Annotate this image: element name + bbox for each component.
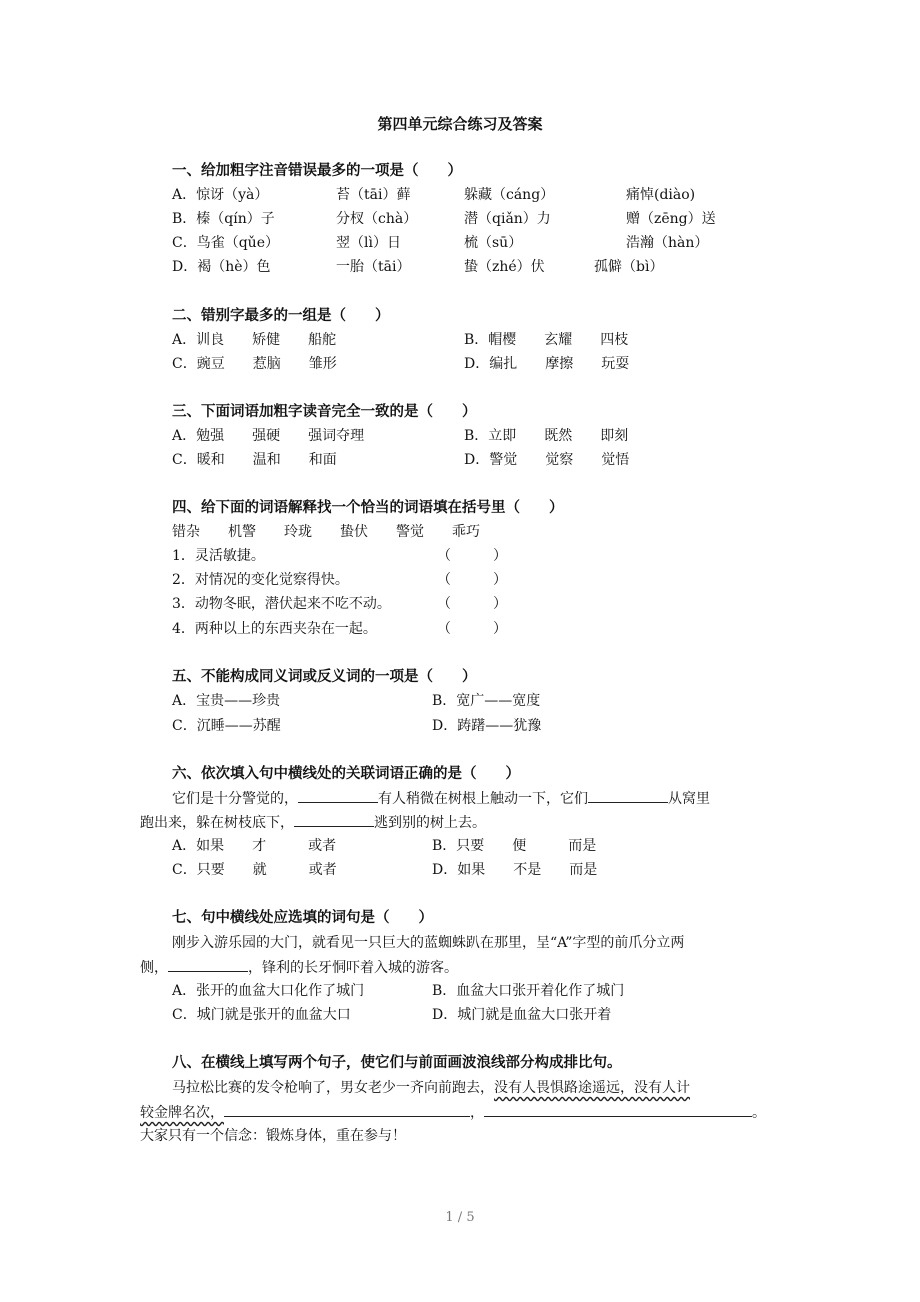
q7-passage-text-b: ，锋利的长牙恫吓着入城的游客。 bbox=[248, 960, 458, 976]
q1-row-b-col1: B．榛（qín）子 bbox=[172, 211, 275, 227]
q6-option-c: C．只要 就 或者 bbox=[172, 862, 337, 878]
page-title: 第四单元综合练习及答案 bbox=[377, 115, 543, 133]
q5-option-c: C．沉睡——苏醒 bbox=[172, 718, 281, 734]
q6-passage-text-e: 逃到别的树上去。 bbox=[374, 815, 486, 831]
question-8-header: 八、在横线上填写两个句子，使它们与前面画波浪线部分构成排比句。 bbox=[172, 1054, 622, 1071]
q7-blank[interactable] bbox=[168, 957, 248, 972]
q8-passage-line-3: 大家只有一个信念：锻炼身体，重在参与！ bbox=[140, 1128, 406, 1144]
q6-option-d: D．如果 不是 而是 bbox=[432, 862, 598, 878]
q1-row-a-col1: A．惊讶（yà） bbox=[172, 187, 269, 203]
page-number: 1 / 5 bbox=[445, 1210, 475, 1225]
q4-item-1-blank: （ ） bbox=[437, 548, 507, 564]
q6-passage-text-b: 有人稍微在树根上触动一下，它们 bbox=[378, 791, 588, 807]
q3-option-d: D．警觉 觉察 觉悟 bbox=[464, 452, 630, 468]
q8-passage-line-2 bbox=[140, 1102, 766, 1123]
q1-row-d-col3: 蛰（zhé）伏 bbox=[464, 259, 545, 275]
q1-row-a-col4: 痛悼(diào) bbox=[626, 187, 696, 203]
q4-item-3: 3．动物冬眠，潜伏起来不吃不动。 bbox=[172, 596, 391, 612]
question-1-header: 一、给加粗字注音错误最多的一项是（ ） bbox=[172, 162, 462, 179]
q6-blank-1[interactable] bbox=[298, 788, 378, 803]
question-2-header: 二、错别字最多的一组是（ ） bbox=[172, 307, 390, 324]
question-6-header: 六、依次填入句中横线处的关联词语正确的是（ ） bbox=[172, 765, 520, 782]
q6-passage-line-1 bbox=[172, 788, 710, 809]
q7-option-b: B．血盆大口张开着化作了城门 bbox=[432, 983, 625, 999]
q6-passage-text-d: 跑出来，躲在树枝底下， bbox=[140, 815, 294, 831]
q5-option-d: D．踌躇——犹豫 bbox=[432, 718, 542, 734]
q7-passage-text-a: 侧， bbox=[140, 960, 168, 976]
question-4-header: 四、给下面的词语解释找一个恰当的词语填在括号里（ ） bbox=[172, 499, 564, 516]
q6-passage-text-a: 它们是十分警觉的， bbox=[172, 791, 298, 807]
q3-option-c: C．暖和 温和 和面 bbox=[172, 452, 337, 468]
question-5-header: 五、不能构成同义词或反义词的一项是（ ） bbox=[172, 668, 477, 685]
question-3-header: 三、下面词语加粗字读音完全一致的是（ ） bbox=[172, 403, 477, 420]
q6-option-b: B．只要 便 而是 bbox=[432, 838, 597, 854]
q1-row-c-col4: 浩瀚（hàn） bbox=[626, 235, 709, 251]
q2-option-a: A．训良 矫健 船舵 bbox=[172, 332, 337, 348]
q1-row-d-col4: 孤僻（bì） bbox=[594, 259, 664, 275]
q4-item-4-blank: （ ） bbox=[437, 621, 507, 637]
q1-row-d-col1: D．褐（hè）色 bbox=[172, 259, 271, 275]
q8-wavy-text-2: 较金牌名次， bbox=[140, 1105, 224, 1121]
q7-passage-line-1: 刚步入游乐园的大门，就看见一只巨大的蓝蜘蛛趴在那里，呈“A”字型的前爪分立两 bbox=[172, 935, 685, 951]
q6-option-a: A．如果 才 或者 bbox=[172, 838, 337, 854]
q4-word-list: 错杂 机警 玲珑 蛰伏 警觉 乖巧 bbox=[172, 524, 480, 540]
q2-option-c: C．豌豆 惹脑 雏形 bbox=[172, 356, 337, 372]
q8-blank-2[interactable] bbox=[484, 1102, 752, 1117]
question-7-header: 七、句中横线处应选填的词句是（ ） bbox=[172, 909, 433, 926]
q8-end-mark: 。 bbox=[752, 1105, 766, 1121]
q8-passage-line-1 bbox=[172, 1078, 690, 1098]
q1-row-b-col4: 赠（zēng）送 bbox=[626, 211, 716, 227]
q8-blank-1[interactable] bbox=[224, 1102, 470, 1117]
q6-passage-line-2 bbox=[140, 812, 486, 833]
q1-row-a-col3: 躲藏（cáng） bbox=[464, 187, 555, 203]
q4-item-3-blank: （ ） bbox=[437, 596, 507, 612]
q1-row-a-col2: 苔（tāi）藓 bbox=[336, 187, 411, 203]
q7-passage-line-2 bbox=[140, 957, 458, 978]
q7-option-c: C．城门就是张开的血盆大口 bbox=[172, 1007, 351, 1023]
q5-option-a: A．宝贵——珍贵 bbox=[172, 693, 281, 709]
q8-separator: ， bbox=[470, 1105, 484, 1121]
q6-blank-3[interactable] bbox=[294, 812, 374, 827]
q7-option-d: D．城门就是血盆大口张开着 bbox=[432, 1007, 612, 1023]
q4-item-4: 4．两种以上的东西夹杂在一起。 bbox=[172, 621, 377, 637]
q3-option-b: B．立即 既然 即刻 bbox=[464, 428, 629, 444]
q1-row-c-col1: C．鸟雀（qǔe） bbox=[172, 235, 279, 251]
q1-row-b-col2: 分杈（chà） bbox=[336, 211, 418, 227]
q1-row-c-col3: 梳（sū） bbox=[464, 235, 523, 251]
q2-option-b: B．帽樱 玄耀 四枝 bbox=[464, 332, 629, 348]
q4-item-1: 1．灵活敏捷。 bbox=[172, 548, 265, 564]
q4-item-2-blank: （ ） bbox=[437, 572, 507, 588]
q7-option-a: A．张开的血盆大口化作了城门 bbox=[172, 983, 365, 999]
q8-passage-text-a: 马拉松比赛的发令枪响了，男女老少一齐向前跑去， bbox=[172, 1080, 494, 1096]
q3-option-a: A．勉强 强硬 强词夺理 bbox=[172, 428, 365, 444]
q6-passage-text-c: 从窝里 bbox=[668, 791, 710, 807]
q5-option-b: B．宽广——宽度 bbox=[432, 693, 541, 709]
q2-option-d: D．编扎 摩擦 玩耍 bbox=[464, 356, 630, 372]
q8-wavy-text-1: 没有人畏惧路途遥远，没有人计 bbox=[494, 1080, 690, 1096]
q1-row-b-col3: 潜（qiǎn）力 bbox=[464, 211, 551, 227]
q4-item-2: 2．对情况的变化觉察得快。 bbox=[172, 572, 349, 588]
q6-blank-2[interactable] bbox=[588, 788, 668, 803]
q1-row-d-col2: 一胎（tāi） bbox=[336, 259, 411, 275]
q1-row-c-col2: 翌（lì）日 bbox=[336, 235, 401, 251]
